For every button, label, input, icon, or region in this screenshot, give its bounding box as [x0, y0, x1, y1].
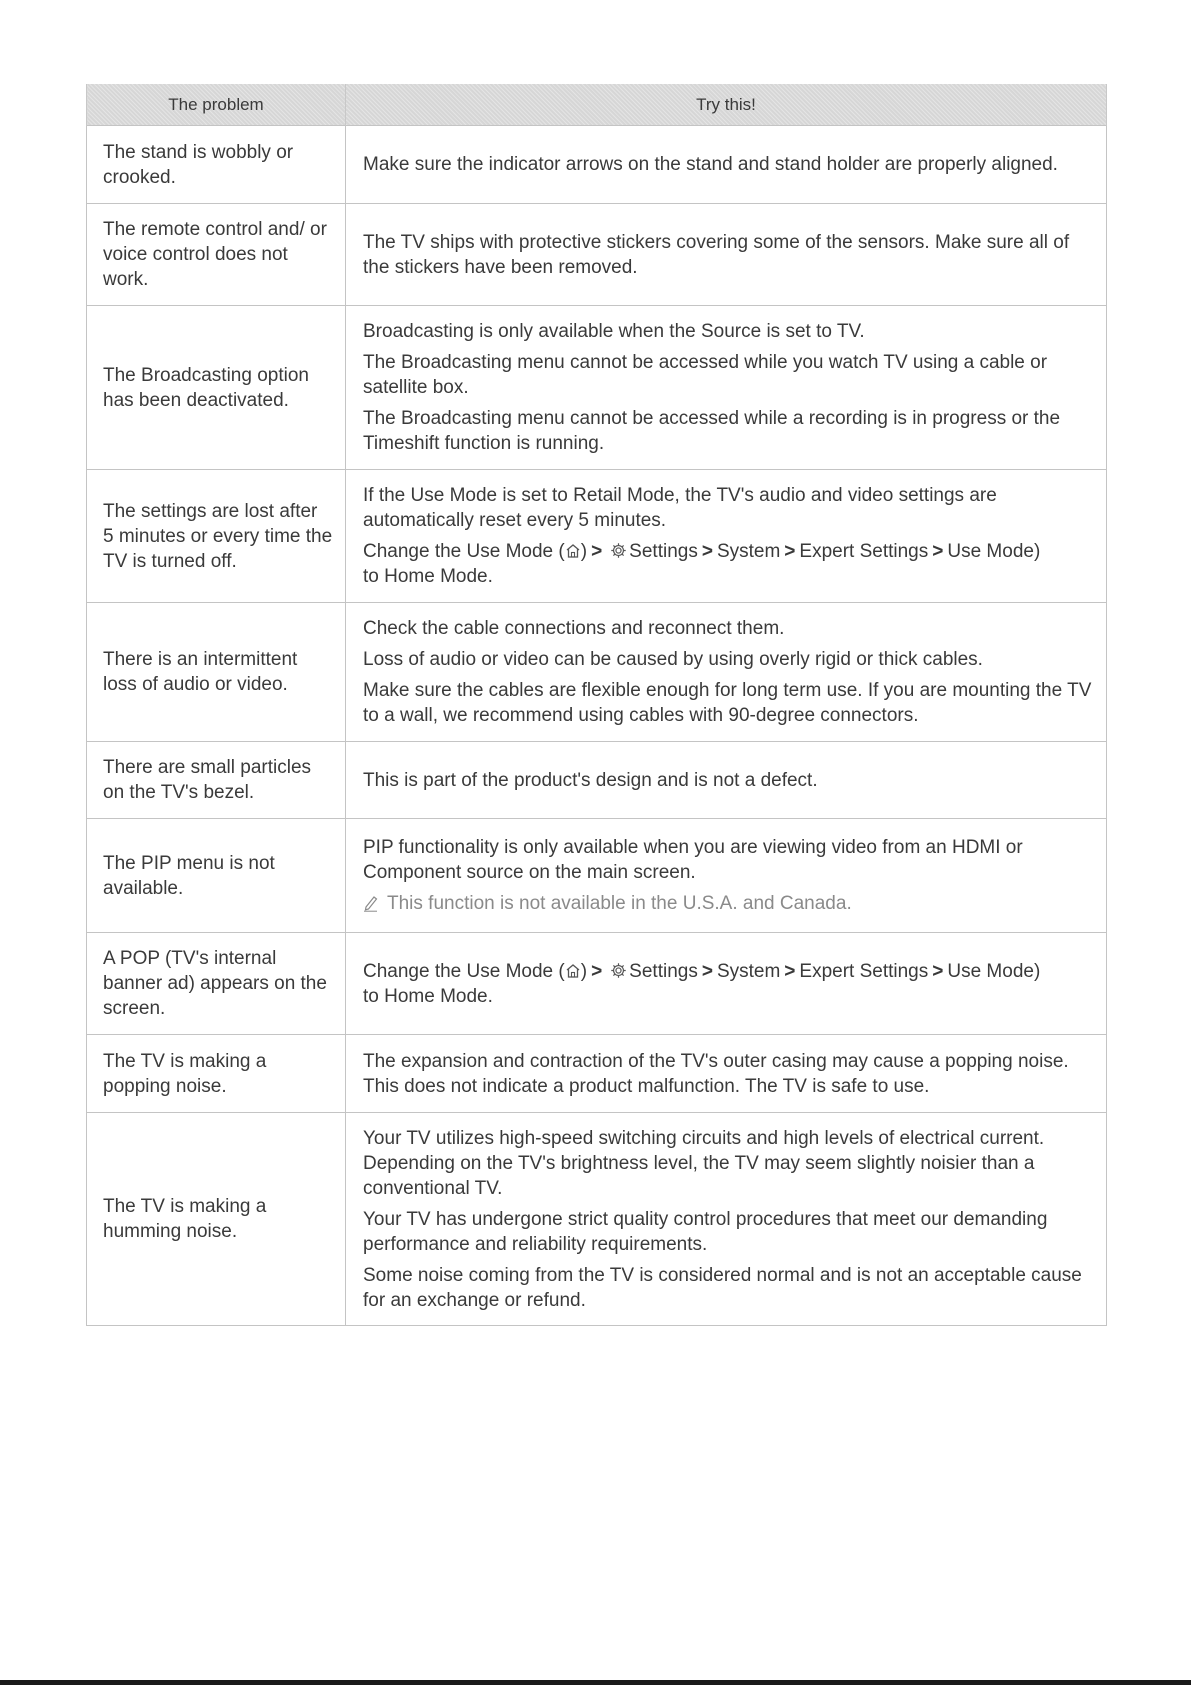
menu-path-expert: Expert Settings	[799, 541, 929, 562]
pencil-icon	[363, 894, 379, 912]
chevron-right-icon: >	[784, 960, 796, 982]
solution-text: Make sure the cables are flexible enough for long term use. If you are mounting the TV to a wall, we recommend using cables with 90-degree connectors.	[363, 680, 1092, 726]
problem-cell: There is an intermittent loss of audio or video.	[87, 603, 346, 742]
solution-text: Check the cable connections and reconnect them.	[363, 618, 785, 639]
bottom-rule	[0, 1680, 1191, 1685]
solution-cell	[346, 470, 1107, 603]
home-icon	[565, 961, 581, 977]
menu-path-end: to Home Mode.	[363, 566, 493, 587]
menu-path	[363, 539, 1096, 589]
chevron-right-icon: >	[591, 541, 603, 562]
table-row	[87, 603, 1107, 742]
problem-cell: The remote control and/ or voice control does not work.	[87, 204, 346, 306]
solution-cell	[346, 306, 1107, 470]
table-header-row	[87, 84, 1107, 126]
note	[363, 891, 1096, 916]
home-icon	[565, 541, 581, 557]
note-text: This function is not available in the U.S.A. and Canada.	[387, 893, 852, 914]
solution-cell	[346, 819, 1107, 933]
menu-path-use-mode: Use Mode)	[947, 960, 1041, 982]
table-row	[87, 933, 1107, 1035]
solution-text: Make sure the indicator arrows on the stand and stand holder are properly aligned.	[363, 154, 1058, 175]
problem-cell: The PIP menu is not available.	[87, 819, 346, 933]
problem-cell: The stand is wobbly or crooked.	[87, 126, 346, 204]
table-row	[87, 742, 1107, 819]
menu-path-system: System	[716, 960, 781, 982]
troubleshooting-table	[86, 84, 1107, 1326]
solution-text: The Broadcasting menu cannot be accessed while a recording is in progress or the Timeshift function is running.	[363, 408, 1061, 454]
solution-text: This is part of the product's design and is not a defect.	[363, 769, 818, 791]
header-try-this: Try this!	[346, 84, 1107, 126]
solution-text: Broadcasting is only available when the Source is set to TV.	[363, 321, 865, 342]
solution-cell	[346, 204, 1107, 306]
menu-path-system: System	[716, 541, 781, 562]
table-row	[87, 126, 1107, 204]
gear-icon	[610, 961, 627, 978]
solution-text: Loss of audio or video can be caused by using overly rigid or thick cables.	[363, 649, 983, 670]
problem-cell: The TV is making a popping noise.	[87, 1035, 346, 1113]
solution-cell	[346, 603, 1107, 742]
solution-cell	[346, 933, 1107, 1035]
menu-path-before: Change the Use Mode (	[363, 960, 565, 982]
solution-text: If the Use Mode is set to Retail Mode, the TV's audio and video settings are automatically reset every 5 minutes.	[363, 485, 997, 531]
solution-text: Your TV utilizes high-speed switching circuits and high levels of electrical current. Depending on the TV's brightness level, the TV may seem slightly noisier than a conventional TV.	[363, 1127, 1045, 1199]
chevron-right-icon: >	[591, 960, 603, 982]
gear-icon	[610, 541, 627, 558]
chevron-right-icon: >	[701, 541, 713, 562]
menu-path-settings: Settings	[629, 541, 698, 562]
table-row	[87, 204, 1107, 306]
solution-cell	[346, 742, 1107, 819]
menu-path-end: to Home Mode.	[363, 985, 493, 1007]
chevron-right-icon: >	[932, 541, 944, 562]
problem-cell: The settings are lost after 5 minutes or every time the TV is turned off.	[87, 470, 346, 603]
solution-text: Some noise coming from the TV is considered normal and is not an acceptable cause for an exchange or refund.	[363, 1264, 1082, 1311]
problem-cell: A POP (TV's internal banner ad) appears on the screen.	[87, 933, 346, 1035]
solution-text: Your TV has undergone strict quality control procedures that meet our demanding performance and reliability requirements.	[363, 1208, 1048, 1255]
table-row	[87, 470, 1107, 603]
solution-cell	[346, 126, 1107, 204]
solution-cell	[346, 1113, 1107, 1326]
chevron-right-icon: >	[701, 960, 713, 982]
solution-text: The TV ships with protective stickers covering some of the sensors. Make sure all of the stickers have been removed.	[363, 231, 1070, 278]
problem-cell: The TV is making a humming noise.	[87, 1113, 346, 1326]
solution-text: PIP functionality is only available when you are viewing video from an HDMI or Component source on the main screen.	[363, 837, 1023, 883]
chevron-right-icon: >	[784, 541, 796, 562]
problem-cell: There are small particles on the TV's bezel.	[87, 742, 346, 819]
table-row	[87, 306, 1107, 470]
header-problem: The problem	[87, 84, 346, 126]
table-row	[87, 1113, 1107, 1326]
solution-text: The expansion and contraction of the TV's outer casing may cause a popping noise. This does not indicate a product malfunction. The TV is safe to use.	[363, 1050, 1069, 1097]
chevron-right-icon: >	[932, 960, 944, 982]
solution-text: The Broadcasting menu cannot be accessed while you watch TV using a cable or satellite box.	[363, 352, 1048, 398]
menu-path	[363, 959, 1096, 1009]
menu-path-after-home: )	[580, 541, 588, 562]
table-row	[87, 819, 1107, 933]
menu-path-settings: Settings	[629, 960, 698, 982]
menu-path-expert: Expert Settings	[799, 960, 929, 982]
solution-cell	[346, 1035, 1107, 1113]
problem-cell: The Broadcasting option has been deactivated.	[87, 306, 346, 470]
menu-path-use-mode: Use Mode)	[947, 541, 1041, 562]
table-row	[87, 1035, 1107, 1113]
menu-path-before: Change the Use Mode (	[363, 541, 565, 562]
menu-path-after-home: )	[580, 960, 588, 982]
